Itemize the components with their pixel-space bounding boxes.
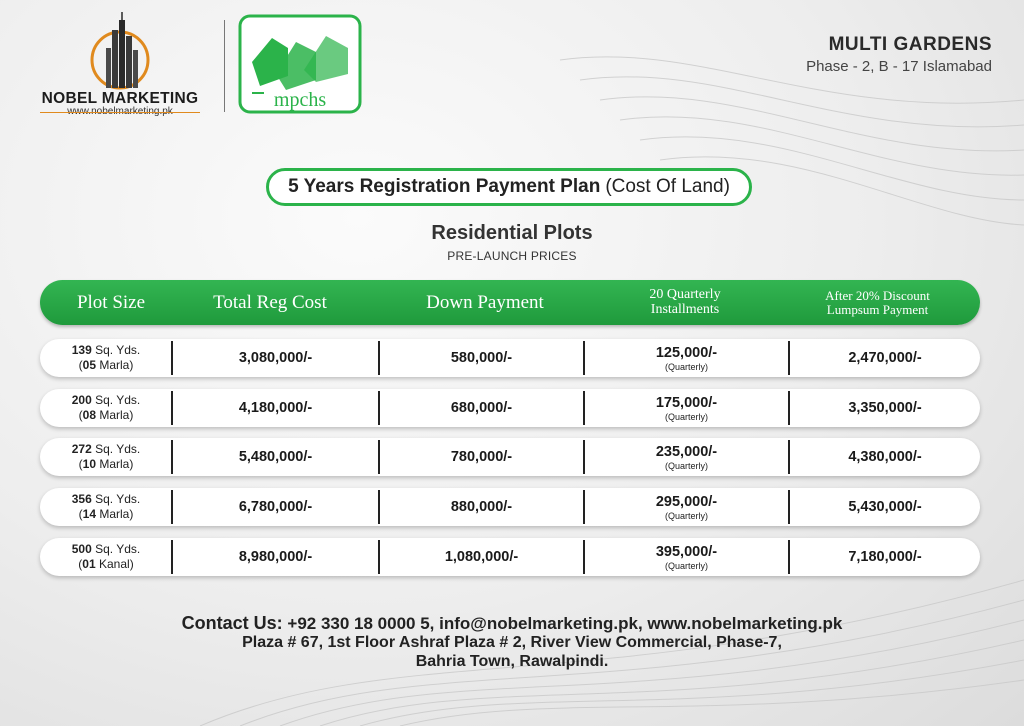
header-quarterly-line1: 20 Quarterly	[649, 286, 721, 302]
plot-marla-unit: Marla	[96, 358, 130, 372]
total-reg-cost-cell	[173, 339, 378, 377]
plot-size-cell	[40, 339, 172, 377]
plot-marla-number: 05	[82, 358, 96, 372]
lumpsum-value: 3,350,000/-	[848, 400, 922, 416]
lumpsum-cell	[790, 339, 980, 377]
lumpsum-cell	[790, 438, 980, 476]
total-reg-cost-cell	[173, 538, 378, 576]
plot-size-unit: Sq. Yds.	[91, 492, 141, 506]
quarterly-cell	[585, 389, 788, 427]
down-payment-value: 580,000/-	[450, 350, 513, 366]
header-lumpsum-line2: Lumpsum Payment	[826, 301, 929, 317]
plot-size-yards	[72, 343, 141, 358]
total-reg-cost-cell	[173, 488, 378, 526]
contact-line-1	[0, 613, 1024, 634]
plot-size-marla: (14 Marla)	[78, 507, 134, 521]
quarterly-cell	[585, 488, 788, 526]
table-row	[40, 538, 980, 576]
plot-size-yards	[72, 393, 141, 408]
contact-address-line-1: Plaza # 67, 1st Floor Ashraf Plaza # 2, River View Commercial, Phase-7,	[242, 634, 782, 651]
total-reg-cost-cell	[173, 438, 378, 476]
plot-size-unit: Sq. Yds.	[91, 542, 141, 556]
lumpsum-cell	[790, 389, 980, 427]
plot-marla-number: 08	[82, 408, 96, 422]
plot-size-yards	[72, 492, 141, 507]
quarterly-value: 175,000/-	[655, 394, 718, 411]
plot-marla-unit: Marla	[96, 457, 130, 471]
quarterly-note: (Quarterly)	[664, 510, 708, 521]
logo-divider	[224, 20, 225, 112]
down-payment-cell	[380, 339, 583, 377]
plot-size-unit: Sq. Yds.	[91, 442, 141, 456]
header-total-reg-cost: Total Reg Cost	[213, 291, 327, 313]
lumpsum-value: 7,180,000/-	[848, 549, 922, 565]
plan-title-rest: (Cost Of Land)	[605, 176, 730, 197]
plot-size-cell	[40, 438, 172, 476]
brand-title: MULTI GARDENS	[828, 34, 992, 55]
down-payment-cell	[380, 438, 583, 476]
down-payment-cell	[380, 488, 583, 526]
plot-size-number: 200	[71, 393, 92, 407]
plot-size-yards	[72, 442, 141, 457]
lumpsum-cell	[790, 538, 980, 576]
plot-size-yards	[72, 542, 141, 557]
header-quarterly	[585, 280, 785, 325]
down-payment-value: 880,000/-	[450, 499, 513, 515]
table-header	[40, 280, 980, 325]
lumpsum-value: 2,470,000/-	[848, 350, 922, 366]
header-lumpsum-line1: After 20% Discount	[825, 287, 930, 303]
total-reg-cost-value: 5,480,000/-	[238, 449, 313, 465]
lumpsum-value: 5,430,000/-	[848, 499, 922, 515]
quarterly-value: 235,000/-	[655, 443, 718, 460]
plot-marla-number: 14	[82, 507, 96, 521]
section-title: Residential Plots	[431, 222, 593, 244]
plot-size-unit: Sq. Yds.	[91, 343, 141, 357]
nobel-url-underline	[40, 112, 200, 113]
quarterly-cell	[585, 339, 788, 377]
plot-size-number: 139	[71, 343, 92, 357]
plot-size-number: 356	[71, 492, 92, 506]
quarterly-cell	[585, 438, 788, 476]
quarterly-value: 395,000/-	[655, 543, 718, 560]
header-plot-size: Plot Size	[76, 291, 146, 313]
contact-details: +92 330 18 0000 5, info@nobelmarketing.pk, www.nobelmarketing.pk	[282, 614, 843, 633]
table-row	[40, 488, 980, 526]
mpchs-house-logo-icon	[238, 14, 362, 114]
plot-size-number: 272	[71, 442, 92, 456]
table-row	[40, 389, 980, 427]
plot-size-marla: (08 Marla)	[78, 408, 134, 422]
contact-label: Contact Us:	[181, 613, 283, 633]
down-payment-value: 680,000/-	[450, 400, 513, 416]
plot-size-cell	[40, 389, 172, 427]
contact-address-line-2: Bahria Town, Rawalpindi.	[415, 653, 609, 670]
plot-size-unit: Sq. Yds.	[91, 393, 141, 407]
down-payment-value: 780,000/-	[450, 449, 513, 465]
table-row	[40, 339, 980, 377]
plot-marla-number: 01	[82, 557, 96, 571]
quarterly-value: 125,000/-	[655, 344, 718, 361]
nobel-marketing-name: NOBEL MARKETING	[41, 90, 199, 107]
plot-marla-unit: Marla	[96, 507, 130, 521]
down-payment-cell	[380, 538, 583, 576]
table-row	[40, 438, 980, 476]
mpchs-text: mpchs	[273, 89, 327, 111]
quarterly-value: 295,000/-	[655, 493, 718, 510]
plot-size-number: 500	[71, 542, 92, 556]
header-quarterly-line2: Installments	[650, 301, 720, 317]
plot-size-marla: (10 Marla)	[78, 457, 134, 471]
plot-size-marla: (01 Kanal)	[78, 557, 134, 571]
header-lumpsum	[785, 280, 970, 325]
quarterly-note: (Quarterly)	[664, 411, 708, 422]
payment-plan-title	[266, 168, 752, 206]
quarterly-note: (Quarterly)	[664, 460, 708, 471]
total-reg-cost-value: 6,780,000/-	[238, 499, 313, 515]
plot-marla-unit: Kanal	[95, 557, 130, 571]
plan-title-bold: 5 Years Registration Payment Plan	[288, 176, 601, 197]
total-reg-cost-value: 4,180,000/-	[238, 400, 313, 416]
down-payment-cell	[380, 389, 583, 427]
plot-marla-unit: Marla	[96, 408, 130, 422]
lumpsum-cell	[790, 488, 980, 526]
brand-subtitle: Phase - 2, B - 17 Islamabad	[806, 58, 992, 75]
quarterly-cell	[585, 538, 788, 576]
lumpsum-value: 4,380,000/-	[848, 449, 922, 465]
header-down-payment: Down Payment	[426, 291, 544, 313]
plot-size-cell	[40, 488, 172, 526]
down-payment-value: 1,080,000/-	[444, 549, 519, 565]
quarterly-note: (Quarterly)	[664, 560, 708, 571]
section-subtitle: PRE-LAUNCH PRICES	[447, 249, 577, 263]
total-reg-cost-cell	[173, 389, 378, 427]
quarterly-note: (Quarterly)	[664, 361, 708, 372]
plot-marla-number: 10	[82, 457, 96, 471]
plot-size-marla: (05 Marla)	[78, 358, 134, 372]
plot-size-cell	[40, 538, 172, 576]
total-reg-cost-value: 3,080,000/-	[238, 350, 313, 366]
total-reg-cost-value: 8,980,000/-	[238, 549, 313, 565]
